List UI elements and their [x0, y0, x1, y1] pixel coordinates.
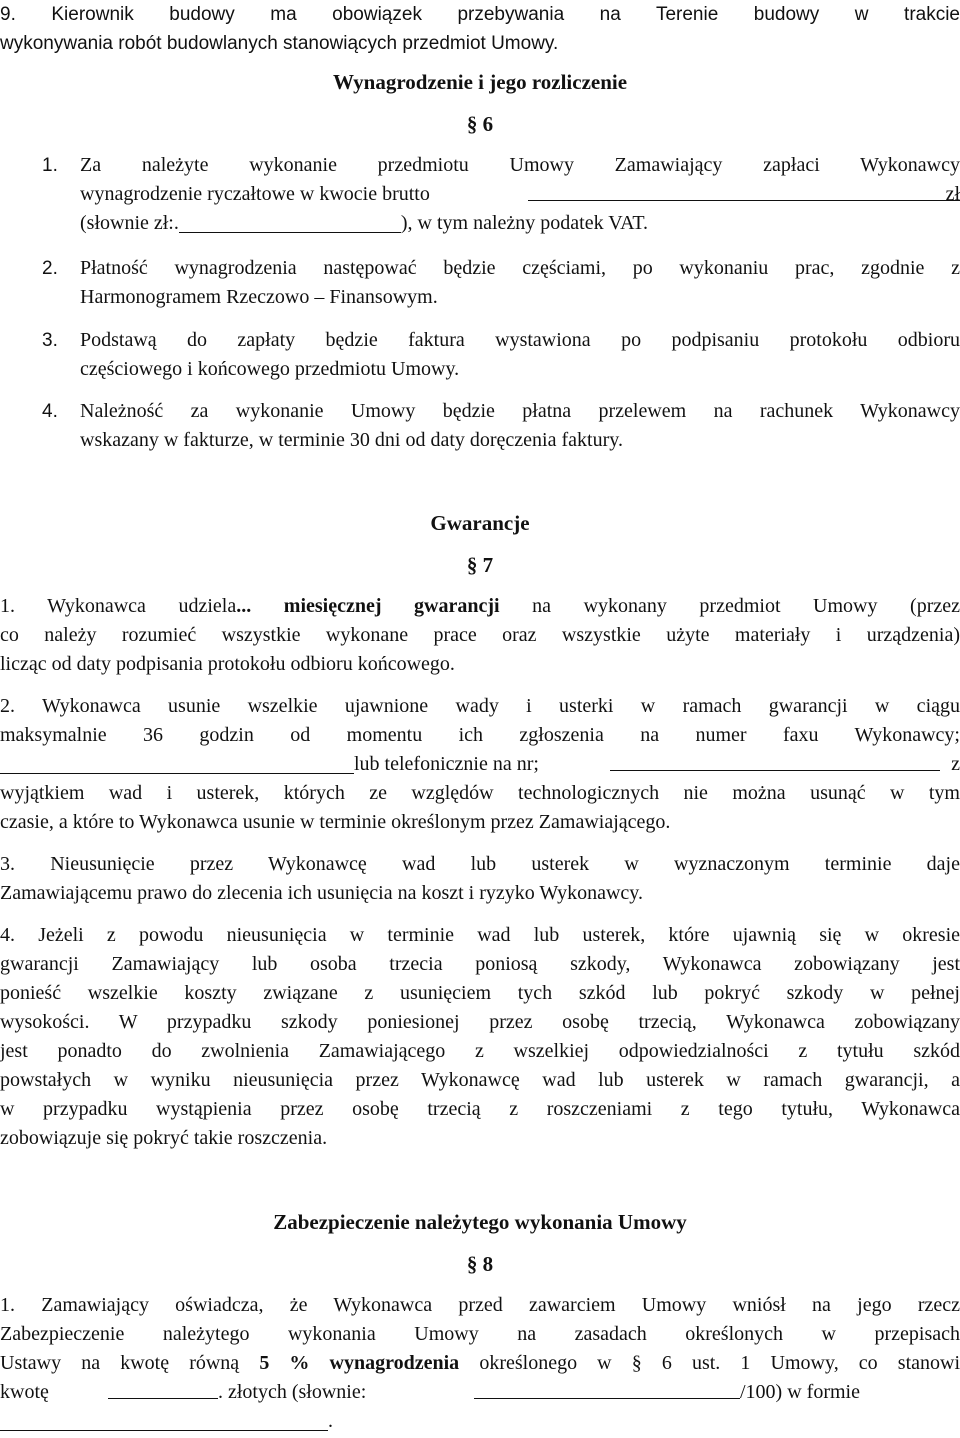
security-form-blank: [0, 1410, 328, 1431]
s7-p4-line7: w przypadku wystąpienia przez osobę trzecią z roszczeniami z tego tytułu, Wykonawca: [0, 1098, 960, 1120]
s7-p4-line2: gwarancji Zamawiający lub osoba trzecia poniosą szkody, Wykonawca zobowiązany jest: [0, 953, 960, 975]
s6-p2-line1: 2. Płatność wynagrodzenia następować będzie częściami, po wykonaniu prac, zgodnie z: [42, 257, 960, 279]
s7-p4-line8: zobowiązuje się pokryć takie roszczenia.: [0, 1127, 328, 1149]
fax-number-blank: [0, 753, 354, 774]
s7-p2-line3: lub telefonicznie na nr; z: [0, 750, 960, 779]
s8-p1-line5: .: [0, 1407, 960, 1436]
s6-p2-line2: Harmonogramem Rzeczowo – Finansowym.: [80, 286, 438, 308]
section8-number: § 8: [466, 1252, 494, 1276]
s8-p1-line2: Zabezpieczenie należytego wykonania Umowy na zasadach określonych w przepisach: [0, 1323, 960, 1345]
s7-p4-line1: 4. Jeżeli z powodu nieusunięcia w terminie wad lub usterek, które ujawnią się w okresie: [0, 924, 960, 946]
s7-p1-line3: licząc od daty podpisania protokołu odbioru końcowego.: [0, 653, 455, 675]
s6-p1-line1: 1. Za należyte wykonanie przedmiotu Umowy Zamawiający zapłaci Wykonawcy: [80, 151, 960, 180]
amount-blank: [528, 180, 960, 201]
s7-p4-line6: powstałych w wyniku nieusunięcia przez Wykonawcę wad lub usterek w ramach gwarancji, a: [0, 1069, 960, 1091]
s6-p4-line1: 4. Należność za wykonanie Umowy będzie płatna przelewem na rachunek Wykonawcy: [42, 400, 960, 422]
s7-p1-line1: 1. Wykonawca udziela... miesięcznej gwarancji na wykonany przedmiot Umowy (przez: [0, 595, 960, 617]
s7-p2-line2: maksymalnie 36 godzin od momentu ich zgłoszenia na numer faxu Wykonawcy;: [0, 724, 960, 746]
s7-p4-line4: wysokości. W przypadku szkody poniesionej przez osobę trzecią, Wykonawca zobowiązany: [0, 1011, 960, 1033]
s6-p3-line2: częściowego i końcowego przedmiotu Umowy.: [80, 358, 460, 380]
s7-p4-line5: jest ponadto do zwolnienia Zamawiającego z wszelkiej odpowiedzialności z tytułu szkód: [0, 1040, 960, 1062]
section6-heading: Wynagrodzenie i jego rozliczenie: [332, 70, 628, 94]
s7-p1-line2: co należy rozumieć wszystkie wykonane prace oraz wszystkie użyte materiały i urządzenia): [0, 624, 960, 646]
s6-p4-line2: wskazany w fakturze, w terminie 30 dni od daty doręczenia faktury.: [80, 429, 623, 451]
s7-p3-line2: Zamawiającemu prawo do zlecenia ich usunięcia na koszt i ryzyko Wykonawcy.: [0, 882, 643, 904]
s8-p1-line4: kwotę . złotych (słownie: /100) w formie: [0, 1378, 960, 1407]
s7-p3-line1: 3. Nieusunięcie przez Wykonawcę wad lub usterek w wyznaczonym terminie daje: [0, 853, 960, 875]
amount-words-blank: [179, 212, 401, 233]
s6-p1-line2: wynagrodzenie ryczałtowe w kwocie brutto zł: [80, 180, 960, 209]
section7-heading: Gwarancje: [430, 511, 530, 535]
s8-p1-line1: 1. Zamawiający oświadcza, że Wykonawca przed zawarciem Umowy wniósł na jego rzecz: [0, 1294, 960, 1316]
para9-line2: wykonywania robót budowlanych stanowiących przedmiot Umowy.: [0, 33, 559, 54]
security-amount-blank: [108, 1378, 218, 1399]
phone-number-blank: [610, 750, 940, 771]
s7-p2-line4: wyjątkiem wad i usterek, których ze względów technologicznych nie można usunąć w tym: [0, 782, 960, 804]
s7-p4-line3: ponieść wszelkie koszty związane z usunięciem tych szkód lub pokryć szkody w pełnej: [0, 982, 960, 1004]
s7-p2-line5: czasie, a które to Wykonawca usunie w terminie określonym przez Zamawiającego.: [0, 811, 671, 833]
section7-number: § 7: [466, 553, 494, 577]
s6-p3-line1: 3. Podstawą do zapłaty będzie faktura wystawiona po podpisaniu protokołu odbioru: [42, 329, 960, 351]
s8-p1-line3: Ustawy na kwotę równą 5 % wynagrodzenia określonego w § 6 ust. 1 Umowy, co stanowi: [0, 1352, 960, 1374]
section8-heading: Zabezpieczenie należytego wykonania Umowy: [273, 1210, 687, 1234]
security-words-blank: [474, 1378, 740, 1399]
s7-p2-line1: 2. Wykonawca usunie wszelkie ujawnione wady i usterki w ramach gwarancji w ciągu: [0, 695, 960, 717]
s6-p1-line3: (słownie zł:. ), w tym należny podatek VAT.: [80, 212, 649, 234]
s6-p1-num: 1.: [42, 155, 58, 176]
section6-number: § 6: [466, 112, 494, 136]
para9-line1: 9. Kierownik budowy ma obowiązek przebywania na Terenie budowy w trakcie: [0, 4, 960, 25]
